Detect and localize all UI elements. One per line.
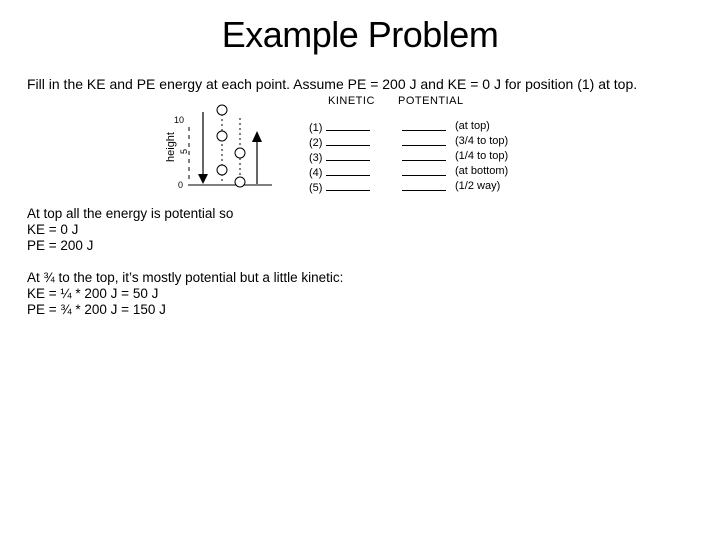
potential-answer-blank-3[interactable] (402, 160, 446, 161)
position-label-3: (3) (309, 152, 323, 164)
kinetic-answer-blank-3[interactable] (326, 160, 370, 161)
kinetic-answer-blank-1[interactable] (326, 130, 370, 131)
ball-positions (217, 105, 245, 187)
height-axis-label: height (165, 132, 177, 162)
ball-position-3 (217, 165, 227, 175)
ball-position-4 (235, 177, 245, 187)
instruction-text: Fill in the KE and PE energy at each point. Assume PE = 200 J and KE = 0 J for position (1) at top. (27, 76, 638, 92)
potential-answer-blank-5[interactable] (402, 190, 446, 191)
position-label-2: (2) (309, 137, 323, 149)
position-label-5: (5) (309, 182, 323, 194)
position-label-4: (4) (309, 167, 323, 179)
ball-position-5 (235, 148, 245, 158)
position-description-4: (at bottom) (455, 165, 509, 177)
potential-answer-blank-2[interactable] (402, 145, 446, 146)
explanation-line: At top all the energy is potential so (27, 206, 234, 221)
ball-position-2 (217, 131, 227, 141)
tick-0: 0 (178, 180, 184, 190)
explanation-line: PE = ¾ * 200 J = 150 J (27, 302, 166, 317)
position-description-2: (3/4 to top) (455, 135, 509, 147)
explanation-block-three-quarter (27, 270, 343, 318)
explanation-line: At ¾ to the top, it’s mostly potential but a little kinetic: (27, 270, 344, 285)
kinetic-column-header: KINETIC (328, 95, 375, 107)
position-description-3: (1/4 to top) (455, 150, 509, 162)
potential-answer-blank-1[interactable] (402, 130, 446, 131)
kinetic-answer-blank-2[interactable] (326, 145, 370, 146)
tick-5: 5 (179, 148, 189, 154)
kinetic-answer-blank-5[interactable] (326, 190, 370, 191)
explanation-block-top (27, 206, 233, 254)
down-arrow-icon (198, 112, 208, 184)
potential-answer-blank-4[interactable] (402, 175, 446, 176)
kinetic-answer-blank-4[interactable] (326, 175, 370, 176)
ball-position-1 (217, 105, 227, 115)
position-description-1: (at top) (455, 120, 490, 132)
tick-10: 10 (174, 115, 185, 125)
potential-column-header: POTENTIAL (398, 95, 464, 107)
explanation-line: KE = ¼ * 200 J = 50 J (27, 286, 159, 301)
up-arrow-icon (252, 131, 262, 184)
position-description-5: (1/2 way) (455, 180, 501, 192)
slide-title: Example Problem (221, 14, 499, 55)
explanation-line: PE = 200 J (27, 238, 94, 253)
explanation-line: KE = 0 J (27, 222, 79, 237)
trajectory-diagram (160, 92, 280, 192)
position-label-1: (1) (309, 122, 323, 134)
